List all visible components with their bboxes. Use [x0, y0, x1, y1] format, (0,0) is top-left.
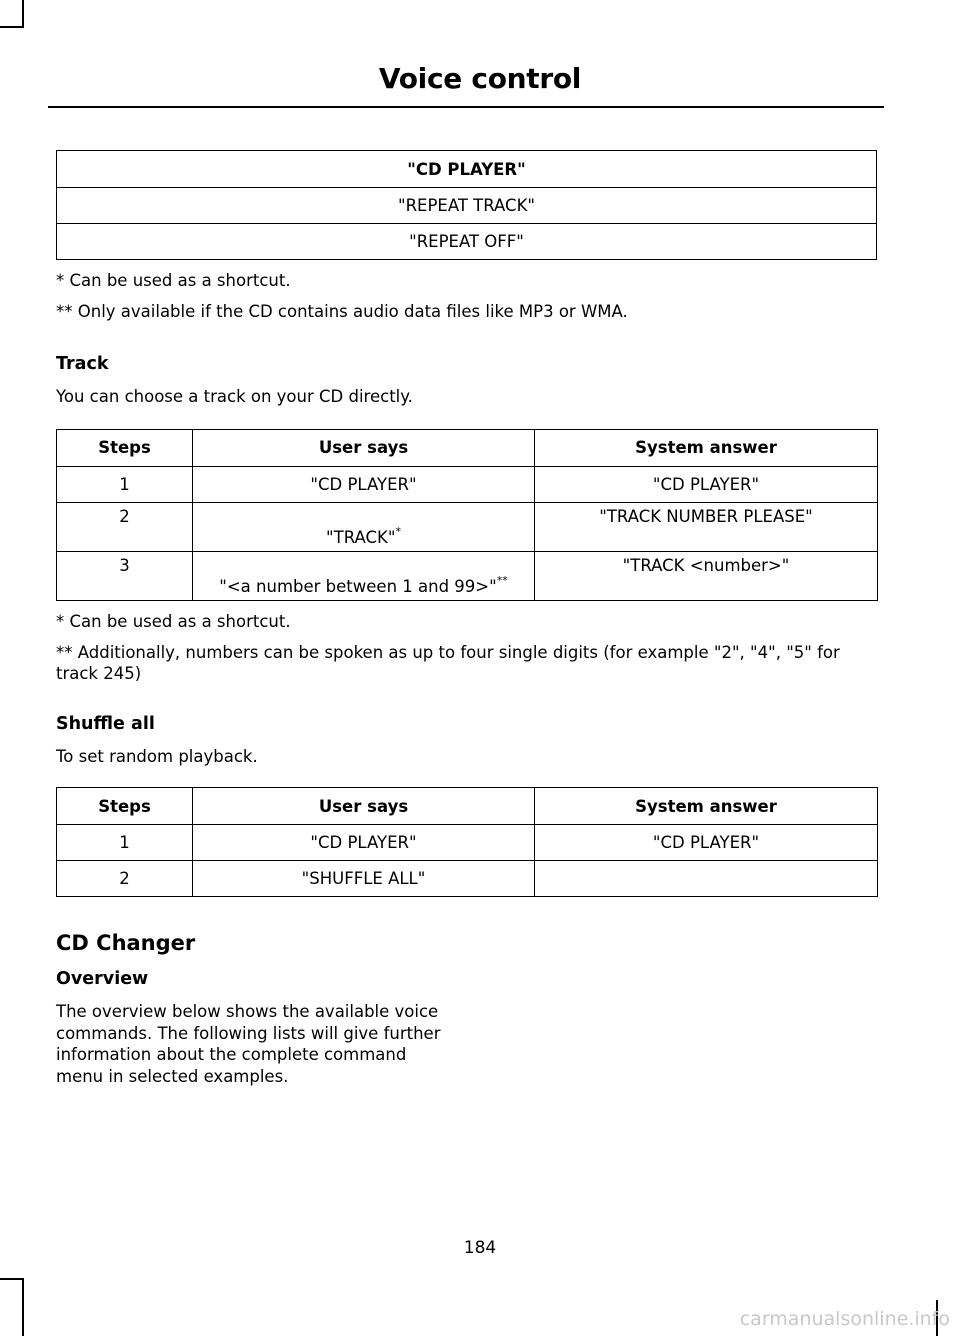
shuffle-table — [56, 787, 878, 897]
crop-mark — [0, 1278, 22, 1280]
table-heading: "CD PLAYER" — [57, 151, 877, 188]
column-header: User says — [193, 429, 535, 466]
column-header: System answer — [535, 788, 878, 825]
step-cell: 2 — [57, 861, 193, 897]
footnote-mark: ** — [496, 573, 508, 587]
subsection-heading-overview: Overview — [56, 969, 149, 989]
step-cell: 2 — [57, 502, 193, 551]
track-intro: You can choose a track on your CD directly. — [56, 387, 413, 406]
track-table — [56, 429, 878, 601]
system-answer-cell: "CD PLAYER" — [535, 466, 878, 502]
system-answer-cell — [535, 861, 878, 897]
shuffle-intro: To set random playback. — [56, 746, 258, 766]
crop-mark — [22, 0, 24, 28]
user-says-text: "TRACK" — [326, 527, 396, 547]
page-content — [56, 150, 877, 1087]
footnote: * Can be used as a shortcut. — [56, 271, 291, 290]
system-answer-cell: "TRACK NUMBER PLEASE" — [535, 502, 878, 551]
column-header: Steps — [57, 788, 193, 825]
footnote-mark: * — [395, 524, 401, 538]
table-row — [57, 551, 878, 600]
overview-text: The overview below shows the available voice commands. The following lists will give further information about the complete command menu in selected examples. — [56, 1002, 441, 1086]
crop-mark — [22, 1278, 24, 1336]
user-says-text: "<a number between 1 and 99>" — [219, 576, 497, 596]
user-says-cell — [193, 466, 535, 502]
table-row — [57, 825, 878, 861]
user-says-cell: "CD PLAYER" — [193, 825, 535, 861]
table-row — [57, 466, 878, 502]
column-header: System answer — [535, 429, 878, 466]
table-cell: "REPEAT TRACK" — [57, 188, 877, 224]
user-says-cell: "SHUFFLE ALL" — [193, 861, 535, 897]
crop-mark — [0, 26, 22, 28]
footnote: ** Only available if the CD contains audio data files like MP3 or WMA. — [56, 302, 628, 321]
system-answer-cell: "CD PLAYER" — [535, 825, 878, 861]
column-header: Steps — [57, 429, 193, 466]
cd-player-table — [56, 150, 877, 260]
section-heading-shuffle: Shuffle all — [56, 713, 155, 734]
watermark: carmanualsonline.info — [739, 1308, 950, 1330]
column-header: User says — [193, 788, 535, 825]
page-title: Voice control — [378, 62, 582, 95]
page-number: 184 — [463, 1238, 497, 1258]
step-cell: 1 — [57, 466, 193, 502]
table-cell: "REPEAT OFF" — [57, 224, 877, 260]
system-answer-cell: "TRACK <number>" — [535, 551, 878, 600]
table-row — [57, 502, 878, 551]
header-rule — [48, 106, 884, 108]
step-cell: 3 — [57, 551, 193, 600]
user-says-cell — [193, 502, 535, 551]
user-says-cell — [193, 551, 535, 600]
user-says-text: "CD PLAYER" — [310, 474, 417, 494]
section-heading-cd-changer: CD Changer — [56, 931, 196, 955]
step-cell: 1 — [57, 825, 193, 861]
footnote: ** Additionally, numbers can be spoken as up to four single digits (for example "2", "4", "5" for track 245) — [56, 642, 840, 683]
table-row — [57, 861, 878, 897]
footnote: * Can be used as a shortcut. — [56, 611, 291, 631]
section-heading-track: Track — [56, 354, 109, 374]
